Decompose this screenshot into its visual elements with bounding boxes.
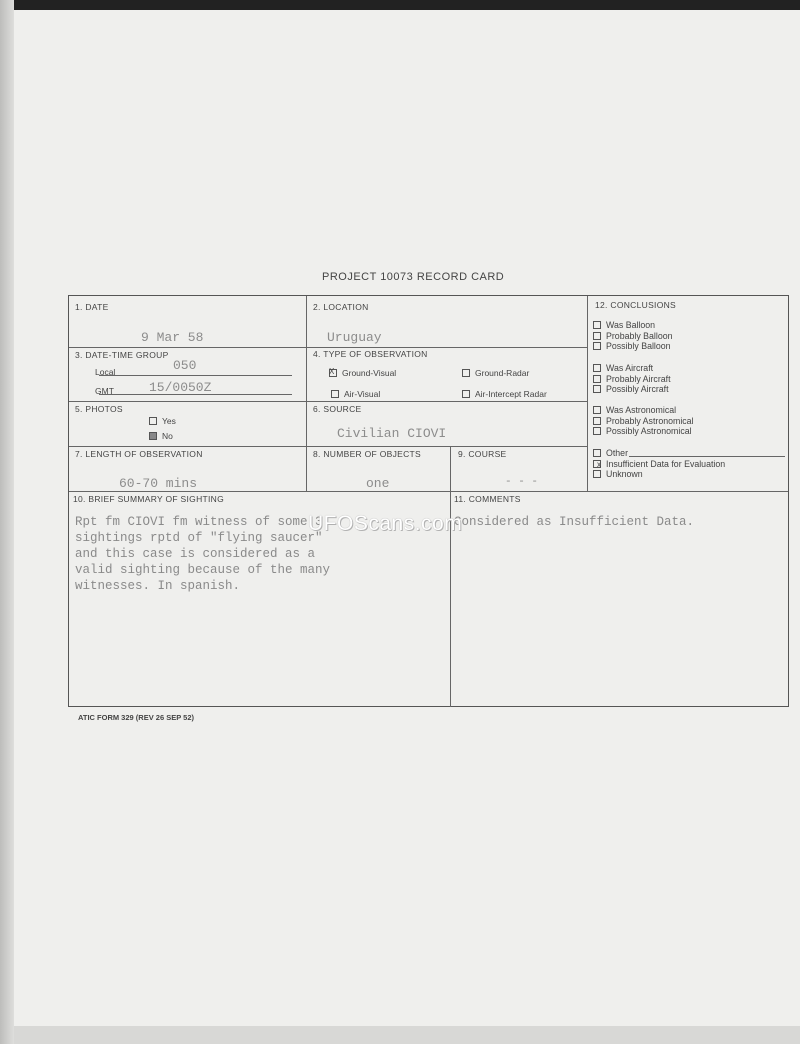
local-label: Local: [95, 367, 116, 377]
conclusions-label: 12. CONCLUSIONS: [595, 300, 677, 310]
gmt-label: GMT: [95, 386, 114, 396]
conclusions-group-balloon: [593, 320, 673, 352]
divider-v-col2: [587, 296, 588, 491]
conclusion-option: Was Aircraft: [593, 363, 671, 374]
option-air-intercept-radar: Air-Intercept Radar: [462, 389, 547, 399]
summary-line: witnesses. In spanish.: [75, 579, 241, 593]
checkbox-icon: [593, 417, 601, 425]
type-of-observation-label: 4. TYPE OF OBSERVATION: [313, 349, 428, 359]
course-label: 9. COURSE: [458, 449, 507, 459]
option-air-visual: Air-Visual: [331, 389, 380, 399]
photos-label: 5. PHOTOS: [75, 404, 123, 414]
gmt-value: 15/0050Z: [149, 380, 212, 395]
location-value: Uruguay: [327, 330, 382, 345]
local-value: 050: [173, 358, 197, 373]
divider-v-col1: [306, 296, 307, 491]
checkbox-icon: [593, 406, 601, 414]
number-of-objects-value: one: [366, 476, 390, 491]
conclusions-group-aircraft: [593, 363, 671, 395]
option-ground-visual: X Ground-Visual: [329, 367, 397, 378]
checkbox-checked-icon: x: [593, 460, 601, 468]
source-value: Civilian CIOVI: [337, 426, 447, 441]
date-value: 9 Mar 58: [141, 330, 204, 345]
conclusion-option: Possibly Balloon: [593, 341, 673, 352]
length-of-observation-label: 7. LENGTH OF OBSERVATION: [75, 449, 203, 459]
scan-bottom-edge: [14, 1026, 800, 1044]
number-of-objects-label: 8. NUMBER OF OBJECTS: [313, 449, 422, 459]
checkbox-icon: [593, 427, 601, 435]
conclusions-group-astronomical: [593, 405, 694, 437]
conclusion-option-insufficient: x Insufficient Data for Evaluation: [593, 459, 725, 470]
comments-label: 11. COMMENTS: [454, 494, 521, 504]
checkbox-icon: [593, 375, 601, 383]
checkbox-checked-icon: X: [329, 369, 337, 377]
photos-yes: Yes: [149, 416, 176, 426]
summary-line: and this case is considered as a: [75, 547, 316, 561]
checkbox-icon: [462, 390, 470, 398]
card-title: PROJECT 10073 RECORD CARD: [322, 271, 505, 283]
form-footer: ATIC FORM 329 (REV 26 SEP 52): [78, 713, 195, 722]
local-underline: [99, 375, 292, 376]
summary-text: [75, 514, 330, 594]
record-card-form: [68, 295, 789, 707]
divider-h-4: [69, 491, 788, 492]
checkbox-icon: [593, 385, 601, 393]
conclusion-option: Possibly Astronomical: [593, 426, 694, 437]
checkbox-icon: [593, 342, 601, 350]
checkbox-icon: [593, 470, 601, 478]
checkbox-icon: [593, 449, 601, 457]
conclusion-option: Probably Astronomical: [593, 416, 694, 427]
checkbox-icon: [593, 321, 601, 329]
location-label: 2. LOCATION: [313, 302, 369, 312]
course-value: - - -: [505, 476, 539, 488]
conclusions-group-other: [593, 448, 725, 480]
conclusion-option: Probably Aircraft: [593, 374, 671, 385]
checkbox-icon: [149, 417, 157, 425]
conclusion-option-unknown: Unknown: [593, 469, 725, 480]
conclusion-option: Possibly Aircraft: [593, 384, 671, 395]
divider-h-3: [69, 446, 587, 447]
divider-v-course: [450, 446, 451, 491]
length-of-observation-value: 60-70 mins: [119, 476, 198, 491]
summary-line: valid sighting because of the many: [75, 563, 331, 577]
divider-h-1: [69, 347, 587, 348]
photos-no: No: [149, 431, 173, 441]
summary-line: sightings rptd of "flying saucer": [75, 531, 323, 545]
scan-left-edge: [0, 0, 14, 1044]
conclusion-option: Probably Balloon: [593, 331, 673, 342]
scan-top-edge: [0, 0, 800, 10]
option-ground-radar: Ground-Radar: [462, 368, 529, 378]
date-time-group-label: 3. DATE-TIME GROUP: [75, 350, 169, 360]
checkbox-icon: [593, 332, 601, 340]
checkbox-icon: [462, 369, 470, 377]
comments-text: Considered as Insufficient Data.: [454, 515, 695, 529]
date-label: 1. DATE: [75, 302, 109, 312]
checkbox-checked-icon: [149, 432, 157, 440]
divider-h-2: [69, 401, 587, 402]
summary-line: Rpt fm CIOVI fm witness of some 3: [75, 515, 323, 529]
conclusion-option: Was Balloon: [593, 320, 673, 331]
watermark: UFOScans.com: [308, 512, 463, 535]
source-label: 6. SOURCE: [313, 404, 362, 414]
checkbox-icon: [331, 390, 339, 398]
checkbox-icon: [593, 364, 601, 372]
conclusion-option-other: Other: [593, 448, 725, 459]
summary-label: 10. BRIEF SUMMARY OF SIGHTING: [73, 494, 225, 504]
conclusion-option: Was Astronomical: [593, 405, 694, 416]
